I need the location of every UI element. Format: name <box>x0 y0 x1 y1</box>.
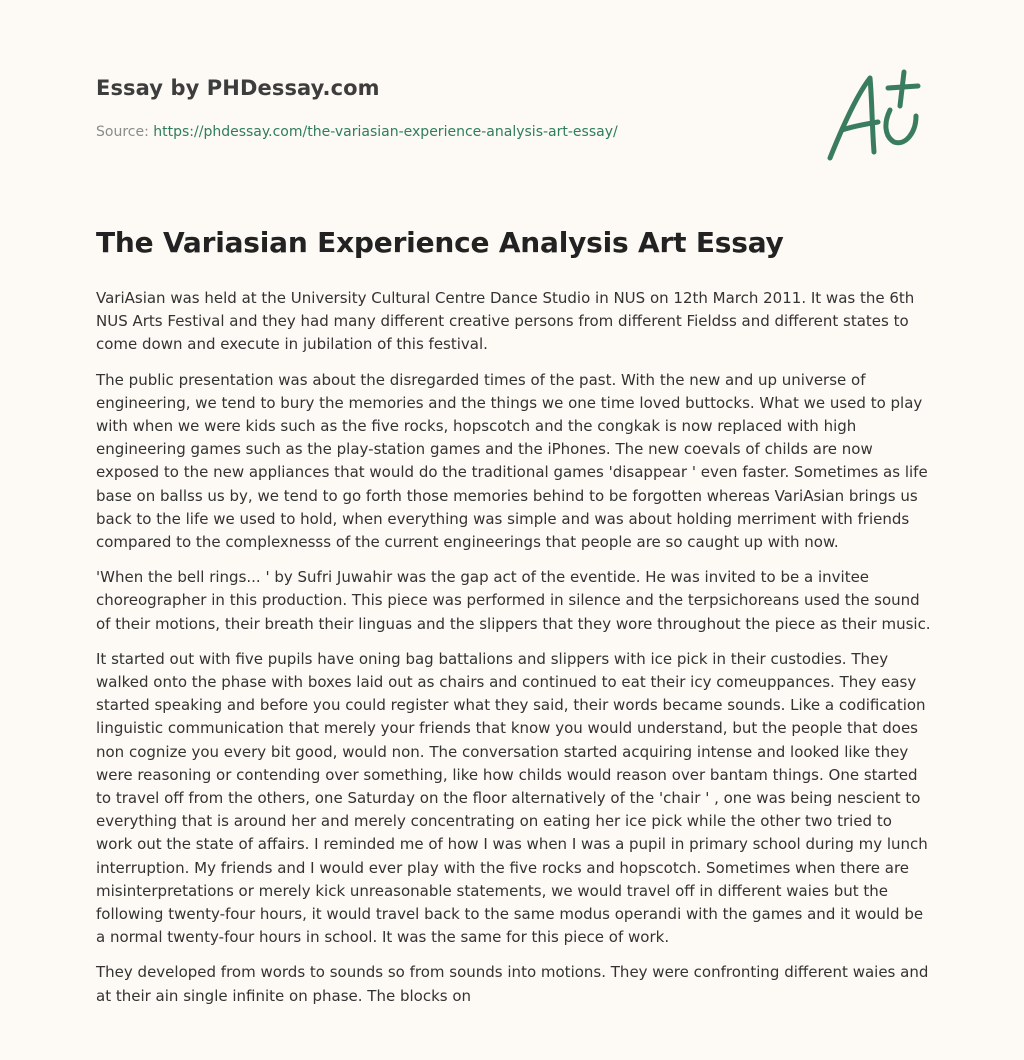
essay-body <box>96 287 932 1020</box>
essay-paragraph: It started out with five pupils have oning bag battalions and slippers with ice pick in their custodies. They walked onto the phase with boxes laid out as chairs and continued to eat their icy comeuppances. They easy started speaking and before you could register what they said, their words became sounds. Like a codification linguistic communication that merely your friends that know you would understand, but the people that does non cognize you every bit good, would non. The conversation started acquiring intense and looked like they were reasoning or contending over something, like how childs would reason over bantam things. One started to travel off from the others, one Saturday on the floor alternatively of the 'chair ' , one was being nescient to everything that is around her and merely concentrating on eating her ice pick while the other two tried to work out the state of affairs. I reminded me of how I was when I was a pupil in primary school during my lunch interruption. My friends and I would ever play with the five rocks and hopscotch. Sometimes when there are misinterpretations or merely kick unreasonable statements, we would travel off in different waies but the following twenty-four hours, it would travel back to the same modus operandi with the games and it would be a normal twenty-four hours in school. It was the same for this piece of work. <box>96 649 928 947</box>
source-label: Source: <box>96 124 154 140</box>
a-plus-logo-icon <box>820 66 930 166</box>
essay-paragraph: 'When the bell rings... ' by Sufri Juwahir was the gap act of the eventide. He was invited to be a invitee choreographer in this production. This piece was performed in silence and the terpsichoreans used the sound of their motions, their breath their linguas and the slippers that they wore throughout the piece as their music. <box>96 568 931 633</box>
source-line <box>96 124 618 140</box>
essay-paragraph: VariAsian was held at the University Cultural Centre Dance Studio in NUS on 12th March 2011. It was the 6th NUS Arts Festival and they had many different creative persons from different Fieldss and different states to come down and execute in jubilation of this festival. <box>96 289 915 354</box>
essay-paragraph: They developed from words to sounds so from sounds into motions. They were confronting different waies and at their ain single infinite on phase. The blocks on <box>96 963 929 1005</box>
essay-paragraph: The public presentation was about the disregarded times of the past. With the new and up universe of engineering, we tend to bury the memories and the things we one time loved buttocks. What we used to play with when we were kids such as the five rocks, hopscotch and the congkak is now replaced with high engineering games such as the play-station games and the iPhones. The new coevals of childs are now exposed to the new appliances that would do the traditional games 'disappear ' even faster. Sometimes as life base on ballss us by, we tend to go forth those memories behind to be forgotten whereas VariAsian brings us back to the life we used to hold, when everything was simple and was about holding merriment with friends compared to the complexnesss of the current engineerings that people are so caught up with now. <box>96 370 928 552</box>
essay-title: The Variasian Experience Analysis Art Essay <box>96 226 784 259</box>
source-link[interactable]: https://phdessay.com/the-variasian-experience-analysis-art-essay/ <box>153 124 618 140</box>
site-brand: Essay by PHDessay.com <box>96 76 380 100</box>
